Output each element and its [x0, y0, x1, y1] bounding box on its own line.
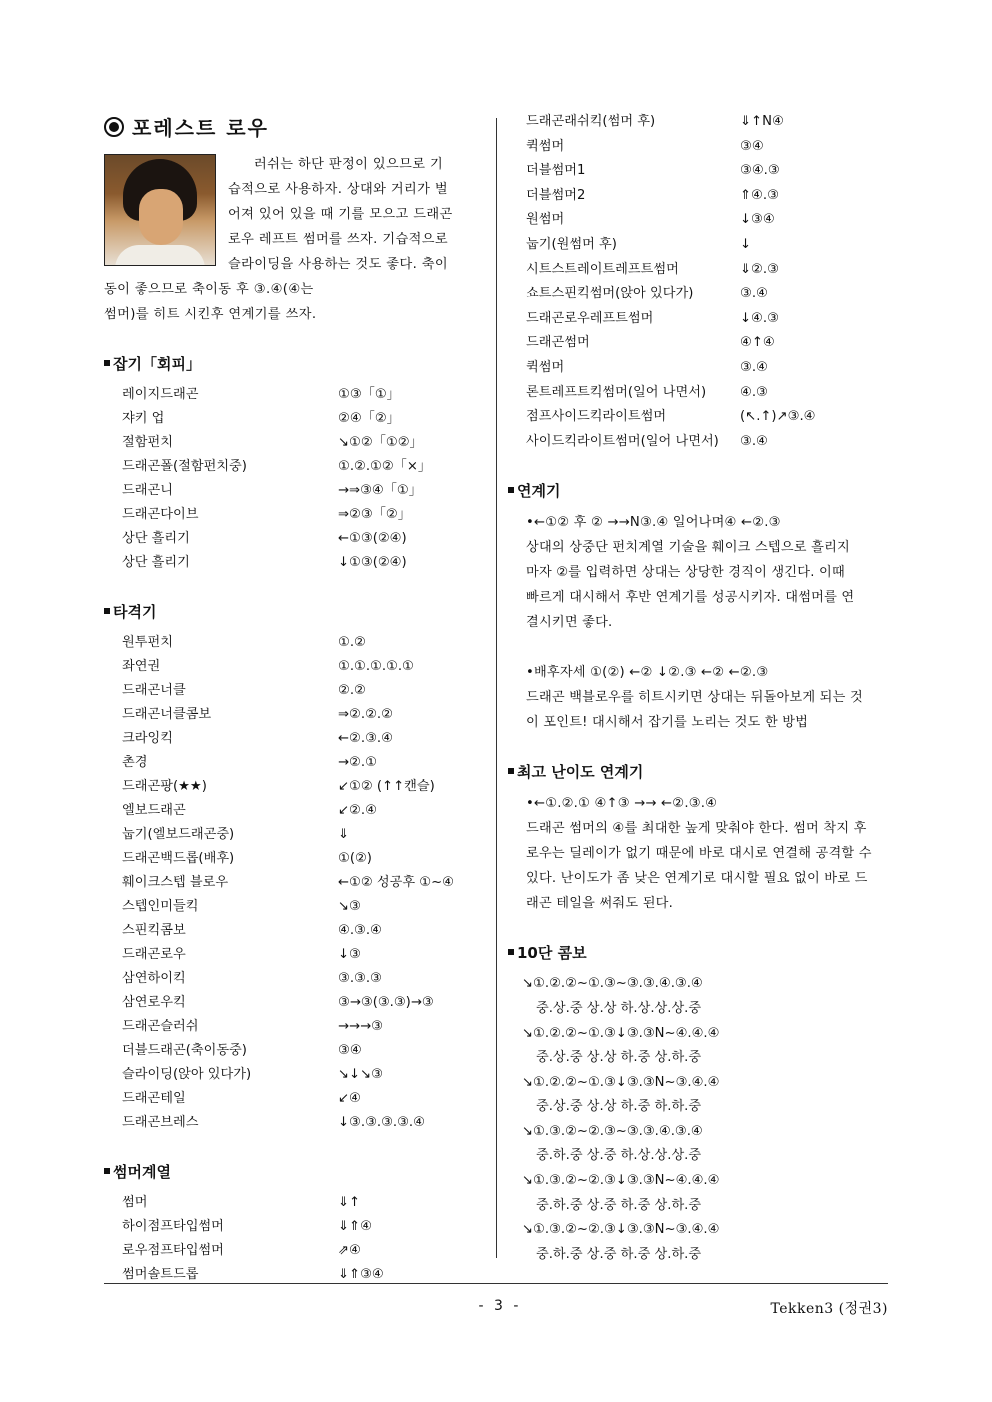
move-name: 스텝인미들킥 [122, 899, 199, 914]
move-command: ←①③(②④) [338, 531, 407, 546]
combo-command: ↘①.③.②~②.③↓③.③N~③.④.④ [522, 1222, 720, 1238]
combo-paragraph-2 [508, 660, 892, 735]
move-name: 훼이크스텝 블로우 [122, 875, 229, 890]
combo-line: 상대의 상중단 펀치계열 기술을 훼이크 스텝으로 흘리지 [526, 540, 850, 556]
move-command: ↓④.③ [740, 310, 779, 326]
combo-line: 빠르게 대시해서 후반 연계기를 성공시키자. 대썸머를 연 [526, 590, 855, 606]
move-row [122, 751, 488, 775]
move-row [122, 479, 488, 503]
move-name: 스핀킥콤보 [122, 923, 186, 938]
move-command: ↘↓↘③ [338, 1067, 383, 1082]
move-row [122, 1111, 488, 1135]
move-command: ⇓⇑④ [338, 1219, 372, 1234]
section-heading-strike [104, 601, 488, 623]
move-command: ③→③(③.③)→③ [338, 995, 434, 1010]
move-row [122, 919, 488, 943]
square-bullet-icon [104, 360, 110, 366]
move-row [122, 775, 488, 799]
move-name: 드래곤테일 [122, 1091, 186, 1106]
move-command: ②④「②」 [338, 411, 400, 426]
move-command: ④.③ [740, 384, 768, 400]
move-name: 드래곤브레스 [122, 1115, 199, 1130]
combo-line: 결시키면 좋다. [526, 615, 613, 631]
move-name: 드래곤폴(절함펀치중) [122, 459, 247, 474]
move-row [122, 1039, 488, 1063]
move-command: ③.④ [740, 433, 768, 449]
move-name: 퀵썸머 [526, 138, 565, 154]
move-row [122, 991, 488, 1015]
move-name: 눕기(엘보드래곤중) [122, 827, 235, 842]
move-row [122, 1215, 488, 1239]
move-row [122, 431, 488, 455]
move-command: ③④.③ [740, 163, 780, 179]
move-command: ⇓⇑③④ [338, 1267, 384, 1282]
move-row [526, 184, 892, 209]
move-name: 드래곤니 [122, 483, 173, 498]
move-command: ↘①②「①②」 [338, 435, 423, 450]
move-command: ①③「①」 [338, 387, 400, 402]
left-column [104, 110, 488, 1287]
move-command: →→→③ [338, 1019, 383, 1034]
combo-hit-levels: 중.상.중 상.상 하.중 하.하.중 [536, 1099, 702, 1115]
page-number: - 3 - [478, 1298, 522, 1314]
move-command: ②.② [338, 683, 366, 698]
combo-hit-levels: 중.하.중 상.중 하.중 상.하.중 [536, 1246, 702, 1262]
move-row [526, 258, 892, 283]
move-name: 원투펀치 [122, 635, 173, 650]
move-name: 상단 흘리기 [122, 531, 190, 546]
move-name: 슬라이딩(앉아 있다가) [122, 1067, 252, 1082]
move-row [122, 1191, 488, 1215]
combo-paragraph-1 [508, 510, 892, 635]
section-heading-hard-combo [508, 761, 892, 783]
move-name: 썸머 [122, 1195, 148, 1210]
move-name: 드래곤백드롭(배후) [122, 851, 235, 866]
move-command: ←①② 성공후 ①~④ [338, 875, 454, 890]
combo-command: ↘①.②.②~①.③↓③.③N~④.④.④ [522, 1025, 720, 1041]
move-command: ↓③④ [740, 212, 775, 228]
move-name: 론트레프트킥썸머(일어 나면서) [526, 384, 707, 400]
combo-command: ↘①.②.②~①.③↓③.③N~③.④.④ [522, 1074, 720, 1090]
combo-hit-levels: 중.상.중 상.상 하.상.상.상.중 [536, 1000, 702, 1016]
footer-title: Tekken3 (정권3) [770, 1301, 888, 1317]
move-name: 상단 흘리기 [122, 555, 190, 570]
move-command: ↓ [740, 236, 752, 252]
move-name: 원썸머 [526, 212, 565, 228]
move-command: ↙①② (↑↑캔슬) [338, 779, 435, 794]
move-command: ↙④ [338, 1091, 361, 1106]
move-row [122, 703, 488, 727]
move-name: 드래곤너클콤보 [122, 707, 212, 722]
move-row [526, 381, 892, 406]
hard-combo-line: •←①.②.① ④↑③ →→ ←②.③.④ [526, 796, 718, 812]
move-name: 눕기(원썸머 후) [526, 236, 617, 252]
intro-line: 습적으로 사용하자. 상대와 거리가 벌 [228, 182, 449, 197]
move-row [122, 1239, 488, 1263]
intro-line: 러쉬는 하단 판정이 있으므로 기 [254, 157, 444, 172]
move-row [122, 383, 488, 407]
move-row [122, 967, 488, 991]
move-command: ↓③ [338, 947, 361, 962]
section-heading-combo [508, 480, 892, 502]
summer-move-list-continued [508, 110, 892, 454]
move-name: 드래곤래쉬킥(썸머 후) [526, 114, 656, 129]
section-heading-ten-hit [508, 942, 892, 964]
combo-command: ↘①.②.②~①.③~③.③.④.③.④ [522, 976, 703, 992]
move-row [526, 135, 892, 160]
strike-move-list [104, 631, 488, 1135]
section-heading-text: 잡기「회피」 [113, 355, 201, 373]
move-row [122, 679, 488, 703]
move-row [122, 631, 488, 655]
move-command: ④.③.④ [338, 923, 382, 938]
column-divider [496, 118, 497, 1258]
footer-rule [104, 1283, 888, 1284]
hard-combo-line: 로우는 딜레이가 없기 때문에 바로 대시로 연결해 공격할 수 [526, 846, 872, 862]
move-row [526, 430, 892, 455]
move-row [122, 1015, 488, 1039]
move-name: 촌경 [122, 755, 148, 770]
section-heading-text: 10단 콤보 [517, 944, 587, 963]
intro [104, 152, 488, 327]
move-row [122, 847, 488, 871]
move-row [526, 331, 892, 356]
combo-hit-levels: 중.하.중 상.중 하.상.상.상.중 [536, 1148, 702, 1164]
intro-line: 썸머)를 히트 시킨후 연계기를 쓰자. [104, 307, 317, 322]
move-command: ⇓②.③ [740, 261, 779, 277]
combo-command: ↘①.③.②~②.③~③.③.④.③.④ [522, 1123, 703, 1139]
combo-hit-levels: 중.상.중 상.상 하.중 상.하.중 [536, 1050, 702, 1066]
combo-line: 드래곤 백블로우를 히트시키면 상대는 뒤돌아보게 되는 것 [526, 690, 863, 706]
move-command: ⇑④.③ [740, 187, 779, 203]
move-name: 하이점프타입썸머 [122, 1219, 224, 1234]
square-bullet-icon [104, 1168, 110, 1174]
section-heading-summer [104, 1161, 488, 1183]
move-row [526, 282, 892, 307]
move-command: ①.①.①.①.① [338, 659, 414, 674]
move-row [526, 405, 892, 430]
intro-line: 로우 레프트 썸머를 쓰자. 기습적으로 [228, 232, 449, 247]
move-row [122, 727, 488, 751]
hard-combo-paragraph [508, 791, 892, 916]
combo-line: •←①② 후 ② →→N③.④ 일어나며④ ←②.③ [526, 515, 781, 531]
section-heading-text: 최고 난이도 연계기 [517, 763, 644, 782]
ten-hit-combo-list [508, 972, 892, 1267]
right-column [508, 110, 892, 1267]
square-bullet-icon [508, 949, 514, 955]
combo-command: ↘①.③.②~②.③↓③.③N~④.④.④ [522, 1173, 720, 1189]
move-command: →⇒③④「①」 [338, 483, 422, 498]
move-command: ↓③.③.③.③.④ [338, 1115, 425, 1130]
move-name: 드래곤너클 [122, 683, 186, 698]
move-command: ③.③.③ [338, 971, 382, 986]
move-name: 더블드래곤(축이동중) [122, 1043, 247, 1058]
character-portrait [104, 154, 216, 266]
move-command: ⇗④ [338, 1243, 361, 1258]
move-command: ↓①③(②④) [338, 555, 407, 570]
move-row [122, 503, 488, 527]
page-title [104, 114, 488, 142]
move-command: ①.② [338, 635, 366, 650]
move-name: 드래곤다이브 [122, 507, 199, 522]
move-name: 쇼트스핀킥썸머(앉아 있다가) [526, 286, 694, 302]
move-name: 더블썸머2 [526, 187, 586, 203]
section-heading-text: 썸머계열 [113, 1163, 171, 1181]
summer-move-list [104, 1191, 488, 1287]
move-name: 드래곤로우 [122, 947, 186, 962]
move-row [122, 871, 488, 895]
move-name: 레이지드래곤 [122, 387, 199, 402]
move-name: 시트스트레이트레프트썸머 [526, 261, 679, 277]
move-row [526, 233, 892, 258]
intro-line: 어져 있어 있을 때 기를 모으고 드래곤 [228, 207, 453, 222]
page-title-text: 포레스트 로우 [132, 116, 269, 140]
move-command: ⇓↑N④ [740, 114, 784, 129]
circle-bullet-icon [104, 117, 124, 137]
move-row [122, 455, 488, 479]
move-name: 더블썸머1 [526, 163, 586, 179]
move-command: ③.④ [740, 286, 768, 302]
square-bullet-icon [104, 608, 110, 614]
move-row [526, 208, 892, 233]
move-row [526, 159, 892, 184]
move-name: 드래곤썸머 [526, 335, 590, 351]
move-command: ⇓ [338, 827, 350, 842]
move-row [526, 356, 892, 381]
combo-hit-levels: 중.하.중 상.중 하.중 상.하.중 [536, 1197, 702, 1213]
move-row [122, 799, 488, 823]
move-name: 크라잉킥 [122, 731, 173, 746]
move-command: ←②.③.④ [338, 731, 393, 746]
move-command: (↖.↑)↗③.④ [740, 409, 816, 425]
section-heading-text: 연계기 [517, 482, 561, 501]
hard-combo-line: 있다. 난이도가 좀 낮은 연계기로 대시할 필요 없이 바로 드 [526, 871, 868, 887]
move-row [122, 655, 488, 679]
move-row [122, 943, 488, 967]
move-command: ③④ [338, 1043, 362, 1058]
move-command: ③.④ [740, 359, 768, 375]
move-row [122, 1063, 488, 1087]
move-command: ⇓↑ [338, 1195, 361, 1210]
combo-line: •배후자세 ①(②) ←② ↓②.③ ←② ←②.③ [526, 665, 769, 681]
intro-line: 슬라이딩을 사용하는 것도 좋다. 축이 [228, 257, 449, 272]
move-command: ⇒②③「②」 [338, 507, 411, 522]
grab-move-list [104, 383, 488, 575]
move-name: 드래곤슬러쉬 [122, 1019, 199, 1034]
move-name: 퀵썸머 [526, 359, 565, 375]
move-command: ①(②) [338, 851, 372, 866]
move-row [122, 551, 488, 575]
hard-combo-line: 드래곤 썸머의 ④를 최대한 높게 맞춰야 한다. 썸머 착지 후 [526, 821, 867, 837]
combo-line: 이 포인트! 대시해서 잡기를 노리는 것도 한 방법 [526, 715, 809, 731]
move-row [526, 307, 892, 332]
section-heading-text: 타격기 [113, 603, 157, 621]
move-name: 로우점프타입썸머 [122, 1243, 224, 1258]
move-row [122, 527, 488, 551]
move-command: ↙②.④ [338, 803, 377, 818]
move-row [122, 823, 488, 847]
move-name: 삼연하이킥 [122, 971, 186, 986]
move-row [122, 1087, 488, 1111]
section-heading-grab [104, 353, 488, 375]
intro-line: 동이 좋으므로 축이동 후 ③.④(④는 [104, 282, 314, 297]
move-name: 사이드킥라이트썸머(일어 나면서) [526, 433, 719, 449]
move-command: ①.②.①②「×」 [338, 459, 432, 474]
move-command: ↘③ [338, 899, 361, 914]
move-command: ⇒②.②.② [338, 707, 393, 722]
square-bullet-icon [508, 768, 514, 774]
move-name: 절함펀치 [122, 435, 173, 450]
move-name: 드래곤팡(★★) [122, 779, 207, 794]
move-name: 좌연권 [122, 659, 161, 674]
combo-line: 마자 ②를 입력하면 상대는 상당한 경직이 생긴다. 이때 [526, 565, 845, 581]
move-name: 쟈키 업 [122, 411, 165, 426]
move-name: 썸머솔트드롭 [122, 1267, 199, 1282]
square-bullet-icon [508, 487, 514, 493]
move-row [526, 110, 892, 135]
move-command: ③④ [740, 138, 764, 154]
move-name: 삼연로우킥 [122, 995, 186, 1010]
hard-combo-line: 래곤 테일을 써줘도 된다. [526, 896, 673, 912]
move-row [122, 407, 488, 431]
move-name: 엘보드래곤 [122, 803, 186, 818]
move-row [122, 895, 488, 919]
move-name: 점프사이드킥라이트썸머 [526, 409, 667, 425]
move-name: 드래곤로우레프트썸머 [526, 310, 654, 326]
move-command: →②.① [338, 755, 377, 770]
move-command: ④↑④ [740, 335, 775, 351]
